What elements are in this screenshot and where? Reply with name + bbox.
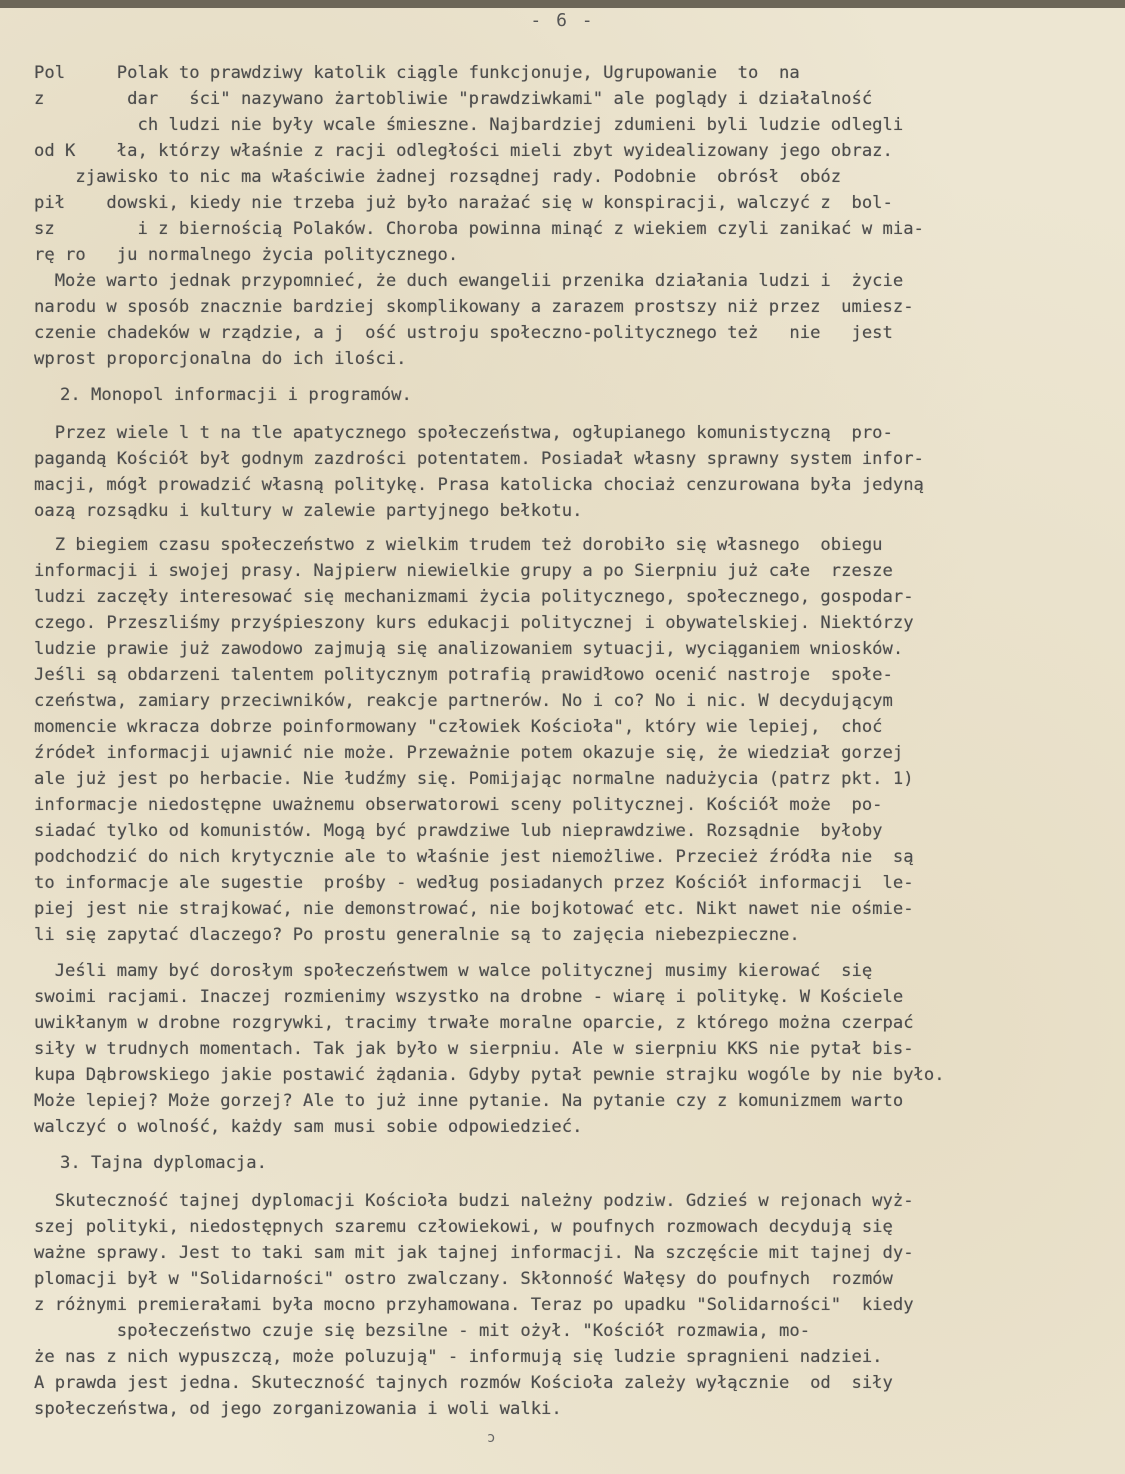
text-line: społeczeństwa, od jego zorganizowania i woli walki. [34, 1399, 562, 1419]
text-line: A prawda jest jedna. Skuteczność tajnych rozmów Kościoła zależy wyłącznie od siły [34, 1373, 893, 1393]
text-line: od K ła, którzy właśnie z racji odległości mieli zbyt wyidealizowany jego obraz. [34, 141, 893, 161]
footer-mark: ɔ [487, 1430, 496, 1446]
text-line: to informacje ale sugestie prośby - według posiadanych przez Kościół informacji le- [34, 873, 914, 893]
text-line: walczyć o wolność, każdy sam musi sobie odpowiedzieć. [34, 1117, 583, 1137]
text-line: z różnymi premierałami była mocno przyhamowana. Teraz po upadku "Solidarności" kiedy [34, 1295, 914, 1315]
text-line: ale już jest po herbacie. Nie łudźmy się. Pomijając normalne nadużycia (patrz pkt. 1) [34, 769, 914, 789]
text-line: Jeśli mamy być dorosłym społeczeństwem w walce politycznej musimy kierować się [34, 961, 873, 981]
text-line: szej polityki, niedostępnych szaremu człowiekowi, w poufnych rozmowach decydują się [34, 1217, 893, 1237]
text-line: Skuteczność tajnej dyplomacji Kościoła budzi należny podziw. Gdzieś w rejonach wyż- [34, 1191, 914, 1211]
text-line: ważne sprawy. Jest to taki sam mit jak tajnej informacji. Na szczęście mit tajnej dy- [34, 1243, 914, 1263]
text-line: Pol Polak to prawdziwy katolik ciągle funkcjonuje, Ugrupowanie to na [34, 63, 800, 83]
section-heading-2: 2. Monopol informacji i programów. [60, 385, 412, 405]
text-line: wprost proporcjonalna do ich ilości. [34, 349, 407, 369]
text-line: z dar ści" nazywano żartobliwie "prawdziwkami" ale poglądy i działalność [34, 89, 873, 109]
text-line: siły w trudnych momentach. Tak jak było w sierpniu. Ale w sierpniu KKS nie pytał bis- [34, 1039, 914, 1059]
text-line: macji, mógł prowadzić własną politykę. Prasa katolicka chociaż cenzurowana była jedyną [34, 475, 924, 495]
text-line: źródeł informacji ujawnić nie może. Przeważnie potem okazuje się, że wiedział gorzej [34, 743, 904, 763]
text-line: siadać tylko od komunistów. Mogą być prawdziwe lub nieprawdziwe. Rozsądnie byłoby [34, 821, 883, 841]
text-line: rę ro ju normalnego życia politycznego. [34, 245, 459, 265]
text-line: Może warto jednak przypomnieć, że duch ewangelii przenika działania ludzi i życie [34, 271, 904, 291]
text-line: Jeśli są obdarzeni talentem politycznym potrafią prawidłowo ocenić nastroje społe- [34, 665, 893, 685]
text-line: swoimi racjami. Inaczej rozmienimy wszystko na drobne - wiarę i politykę. W Kościele [34, 987, 904, 1007]
text-line: ludzi zaczęły interesować się mechanizmami życia politycznego, społecznego, gospodar- [34, 587, 914, 607]
text-line: czego. Przeszliśmy przyśpieszony kurs edukacji politycznej i obywatelskiej. Niektórzy [34, 613, 914, 633]
text-line: czeństwa, zamiary przeciwników, reakcje partnerów. No i co? No i nic. W decydującym [34, 691, 893, 711]
text-line: że nas z nich wypuszczą, może poluzują" - informują się ludzie spragnieni nadziei. [34, 1347, 883, 1367]
text-line: Przez wiele l t na tle apatycznego społeczeństwa, ogłupianego komunistyczną pro- [34, 423, 893, 443]
text-line: uwikłanym w drobne rozgrywki, tracimy trwałe moralne oparcie, z którego można czerpać [34, 1013, 914, 1033]
text-line: narodu w sposób znacznie bardziej skomplikowany a zarazem prostszy niż przez umiesz- [34, 297, 914, 317]
text-line: czenie chadeków w rządzie, a j ość ustroju społeczno-politycznego też nie jest [34, 323, 893, 343]
text-line: podchodzić do nich krytycznie ale to właśnie jest niemożliwe. Przecież źródła nie są [34, 847, 914, 867]
text-line: sz i z biernością Polaków. Choroba powinna minąć z wiekiem czyli zanikać w mia- [34, 219, 924, 239]
text-line: zjawisko to nic ma właściwie żadnej rozsądnej rady. Podobnie obrósł obóz [34, 167, 842, 187]
text-line: Z biegiem czasu społeczeństwo z wielkim trudem też dorobiło się własnego obiegu [34, 535, 883, 555]
text-line: ludzie prawie już zawodowo zajmują się analizowaniem sytuacji, wyciąganiem wniosków. [34, 639, 904, 659]
text-line: li się zapytać dlaczego? Po prostu generalnie są to zajęcia niebezpieczne. [34, 925, 800, 945]
text-line: pił dowski, kiedy nie trzeba już było narażać się w konspiracji, walczyć z bol- [34, 193, 893, 213]
text-line: Może lepiej? Może gorzej? Ale to już inne pytanie. Na pytanie czy z komunizmem warto [34, 1091, 904, 1111]
page-top-edge [0, 0, 1125, 8]
text-line: informacje niedostępne uważnemu obserwatorowi sceny politycznej. Kościół może po- [34, 795, 883, 815]
text-line: informacji i swojej prasy. Najpierw niewielkie grupy a po Sierpniu już całe rzesze [34, 561, 893, 581]
section-heading-3: 3. Tajna dyplomacja. [60, 1153, 267, 1173]
page-number: - 6 - [530, 10, 595, 31]
text-line: piej jest nie strajkować, nie demonstrować, nie bojkotować etc. Nikt nawet nie ośmie- [34, 899, 914, 919]
text-line: momencie wkracza dobrze poinformowany "człowiek Kościoła", który wie lepiej, choć [34, 717, 883, 737]
text-line: plomacji był w "Solidarności" ostro zwalczany. Skłonność Wałęsy do poufnych rozmów [34, 1269, 893, 1289]
text-line: oazą rozsądku i kultury w zalewie partyjnego bełkotu. [34, 501, 583, 521]
text-line: społeczeństwo czuje się bezsilne - mit ożył. "Kościół rozmawia, mo- [34, 1321, 811, 1341]
text-line: kupa Dąbrowskiego jakie postawić żądania. Gdyby pytał pewnie strajku wogóle by nie było. [34, 1065, 945, 1085]
text-line: ch ludzi nie były wcale śmieszne. Najbardziej zdumieni byli ludzie odlegli [34, 115, 904, 135]
text-line: pagandą Kościół był godnym zazdrości potentatem. Posiadał własny sprawny system infor- [34, 449, 924, 469]
